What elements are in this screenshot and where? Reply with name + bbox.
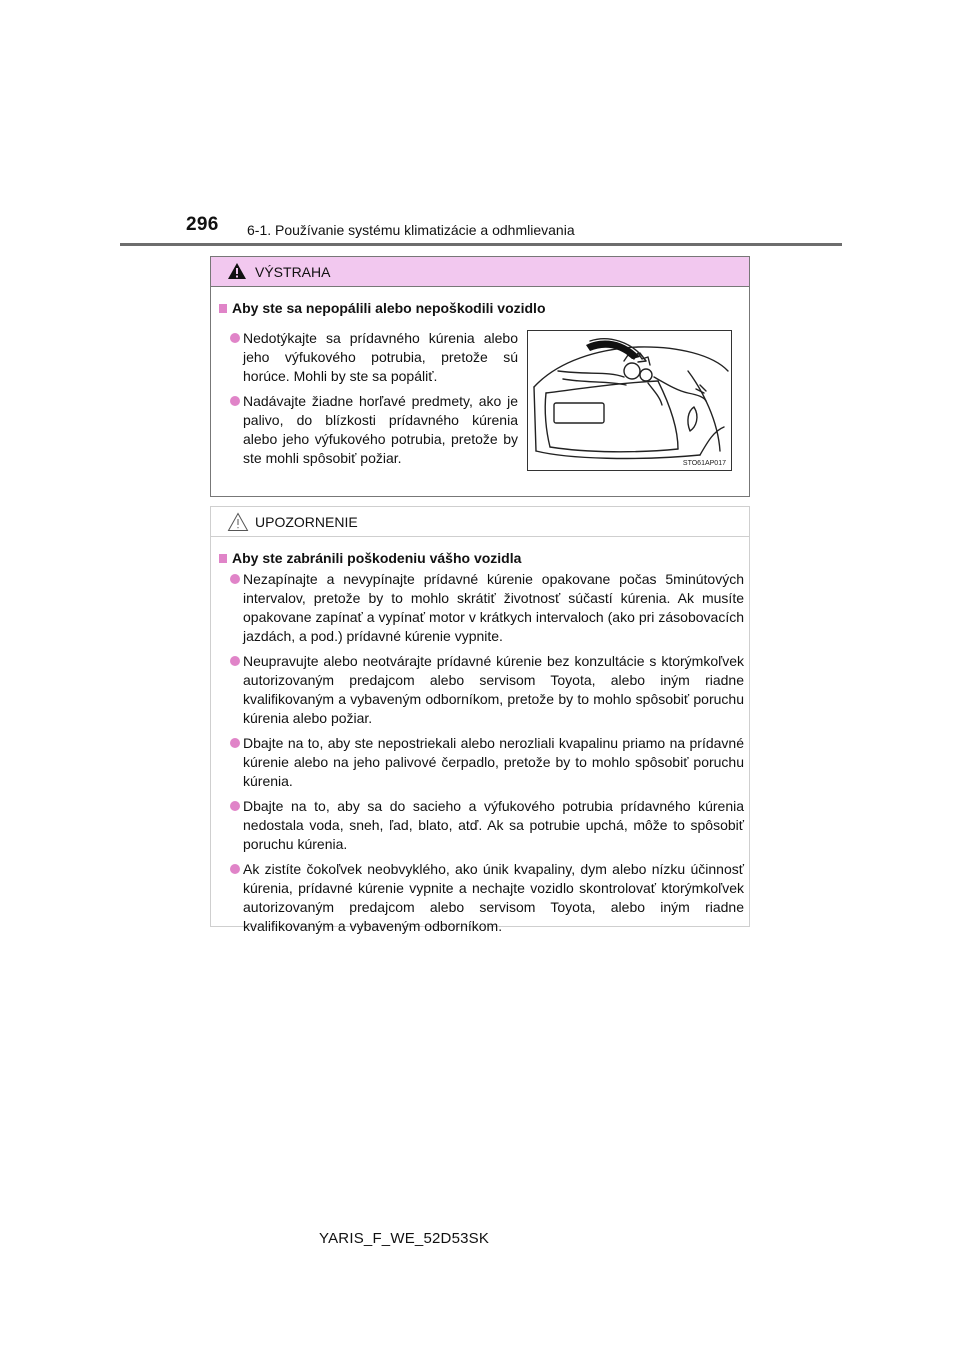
list-item [219,652,744,728]
list-item [219,734,744,791]
caution-box [210,506,750,934]
warning-bullet-text: Nedotýkajte sa prídavného kúrenia alebo jeho výfukového potrubia, pretože sú horúce. Mohli by ste sa popáliť. [243,330,518,384]
bullet-dot-icon [230,738,240,748]
caution-label: UPOZORNENIE [255,514,358,530]
list-item [219,797,744,854]
warning-bullet-list [219,329,518,474]
caution-header [211,507,749,537]
square-marker-icon [219,554,227,563]
caution-bullet-text: Ak zistíte čokoľvek neobvyklého, ako únik kvapaliny, dym alebo nízku účinnosť kúrenia, prídavné kúrenie vypnite a nechajte vozidlo skontrolovať ktorýmkoľvek autorizovaným predajcom alebo servisom Toyota, alebo iným riadne kvalifikovaným a vybaveným odborníkom. [243,861,744,934]
bullet-dot-icon [230,574,240,584]
warning-box [210,256,750,497]
warning-subheading [219,300,546,316]
bullet-dot-icon [230,656,240,666]
warning-subheading-text: Aby ste sa nepopálili alebo nepoškodili vozidlo [232,300,546,316]
caution-triangle-icon [227,512,249,532]
section-title: 6-1. Používanie systému klimatizácie a odhmlievania [247,222,575,238]
warning-label: VÝSTRAHA [255,264,331,280]
header-divider [120,243,842,246]
car-front-illustration [528,331,731,470]
figure-code: STO61AP017 [682,460,726,467]
page-number: 296 [186,214,219,235]
list-item [219,329,518,386]
bullet-dot-icon [230,864,240,874]
warning-bullet-text: Nadávajte žiadne horľavé predmety, ako je palivo, do blízkosti prídavného kúrenia alebo jeho výfukového potrubia, pretože by ste mohli spôsobiť požiar. [243,393,518,466]
list-item [219,860,744,936]
caution-subheading [219,550,521,566]
caution-bullet-text: Neupravujte alebo neotvárajte prídavné kúrenie bez konzultácie s ktorýmkoľvek autorizovaným predajcom alebo servisom Toyota, alebo iným riadne kvalifikovaným a vybaveným odborníkom, pretože by to mohlo spôsobiť poruchu kúrenia alebo požiar. [243,653,744,726]
caution-bullet-list [219,570,744,942]
caution-bullet-text: Dbajte na to, aby ste nepostriekali alebo nerozliali kvapalinu priamo na prídavné kúrenie alebo na jeho palivové čerpadlo, pretože by to mohlo spôsobiť poruchu kúrenia. [243,735,744,789]
bullet-dot-icon [230,333,240,343]
bullet-dot-icon [230,396,240,406]
bullet-dot-icon [230,801,240,811]
list-item [219,570,744,646]
warning-header [211,257,749,287]
caution-bullet-text: Nezapínajte a nevypínajte prídavné kúrenie opakovane počas 5minútových intervalov, pretože by to mohlo skrátiť životnosť súčastí kúrenia. Ak musíte opakovane zapínať a vypínať motor v krátkych intervaloch (ako pri zásobovacích jazdách, a pod.) prídavné kúrenie vypnite. [243,571,744,644]
caution-bullet-text: Dbajte na to, aby sa do sacieho a výfukového potrubia prídavného kúrenia nedostala voda, sneh, ľad, blato, atď. Ak sa potrubie upchá, môže to spôsobiť poruchu kúrenia. [243,798,744,852]
list-item [219,392,518,468]
warning-triangle-icon [227,262,247,280]
document-code: YARIS_F_WE_52D53SK [319,1230,490,1247]
square-marker-icon [219,304,227,313]
caution-subheading-text: Aby ste zabránili poškodeniu vášho vozidla [232,550,522,566]
heater-illustration [527,330,732,471]
